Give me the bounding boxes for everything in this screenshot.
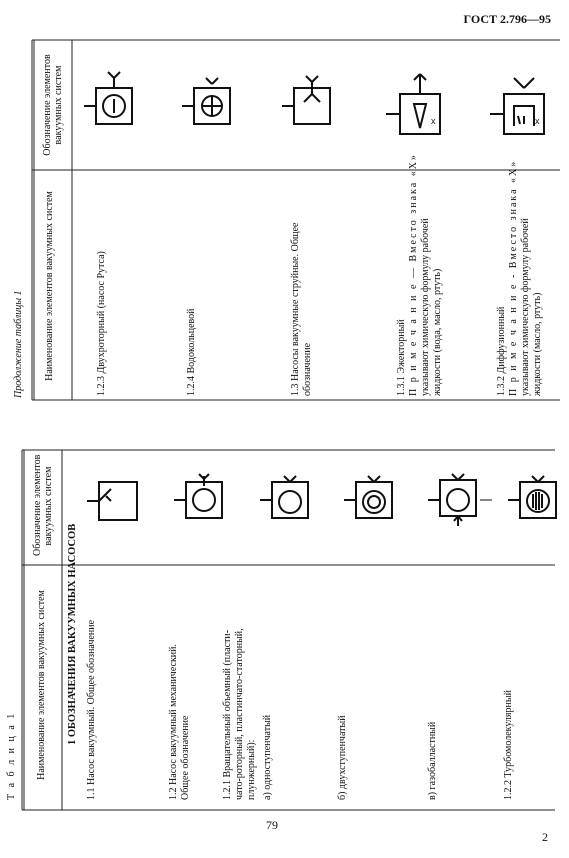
row-note: указывают химическую формулу рабочей <box>420 218 431 396</box>
row-note: жидкости (вода, масло, ртуть) <box>432 268 443 396</box>
pump-gas-ballast-icon <box>426 466 496 538</box>
row-label: 1.2.1 Вращательный объемный (пласти- <box>222 629 233 800</box>
row-label: чато-роторный, пластинчато-статорный, <box>234 628 245 800</box>
pump-ejector-icon <box>384 68 450 140</box>
row-label: Общее обозначение <box>180 715 191 800</box>
row-label: а) одноступенчатый <box>262 714 273 800</box>
row-note: П р и м е ч а н и е - Вместо знака «Х» <box>508 159 519 396</box>
continuation-caption: Продолжение таблицы 1 <box>13 290 24 398</box>
row-note: указывают химическую формулу рабочей <box>520 218 531 396</box>
pump-water-ring-icon <box>180 68 240 134</box>
row-label: обозначение <box>302 342 313 396</box>
row-label: 1.3 Насосы вакуумные струйные. Общее <box>290 222 301 396</box>
pump-jet-icon <box>280 68 340 134</box>
row-label: 1.3.2 Диффузионный <box>496 306 507 396</box>
pump-single-stage-icon <box>258 472 318 532</box>
column-header-symbol-2: вакуумных систем <box>43 466 54 546</box>
row-label: 1.2.4 Водокольцевой <box>186 308 197 396</box>
pump-two-stage-icon <box>342 472 402 532</box>
page-number-center: 79 <box>266 818 278 832</box>
row-label: 1.2.2 Турбомолекулярный <box>503 690 514 800</box>
row-label: 1.2 Насос вакуумный механический. <box>168 643 179 800</box>
row-label: 1.1 Насос вакуумный. Общее обозначение <box>86 619 97 800</box>
section-title: 1 ОБОЗНАЧЕНИЯ ВАКУУМНЫХ НАСОСОВ <box>67 523 78 745</box>
pump-diffusion-icon <box>488 68 554 140</box>
gost-header: ГОСТ 2.796—95 <box>463 12 551 26</box>
column-header-name: Наименование элементов вакуумных систем <box>36 590 47 780</box>
row-label: 1.2.3 Двухроторный (насос Рутса) <box>96 251 107 396</box>
column-header-name: Наименование элементов вакуумных систем <box>44 191 55 381</box>
page-number-right: 2 <box>542 830 548 844</box>
row-note: жидкости (масло, ртуть) <box>532 292 543 396</box>
pump-roots-icon <box>82 68 142 134</box>
formula-mark: x <box>535 116 540 126</box>
row-label: 1.3.1 Эжекторный <box>396 319 407 396</box>
table-caption: Т а б л и ц а 1 <box>6 711 17 800</box>
column-header-symbol: Обозначение элементов <box>42 54 53 156</box>
row-note: П р и м е ч а н и е — Вместо знака «Х» <box>408 153 419 396</box>
column-header-symbol: Обозначение элементов <box>32 454 43 556</box>
row-label: плунжерный): <box>246 739 257 800</box>
formula-mark: x <box>431 116 436 126</box>
pump-general-icon <box>84 472 144 532</box>
pump-turbomolecular-icon <box>506 472 566 532</box>
pump-mechanical-icon <box>172 472 232 532</box>
row-label: б) двухступенчатый <box>337 715 348 800</box>
column-header-symbol-2: вакуумных систем <box>53 65 64 145</box>
row-label: в) газобалластный <box>427 721 438 800</box>
